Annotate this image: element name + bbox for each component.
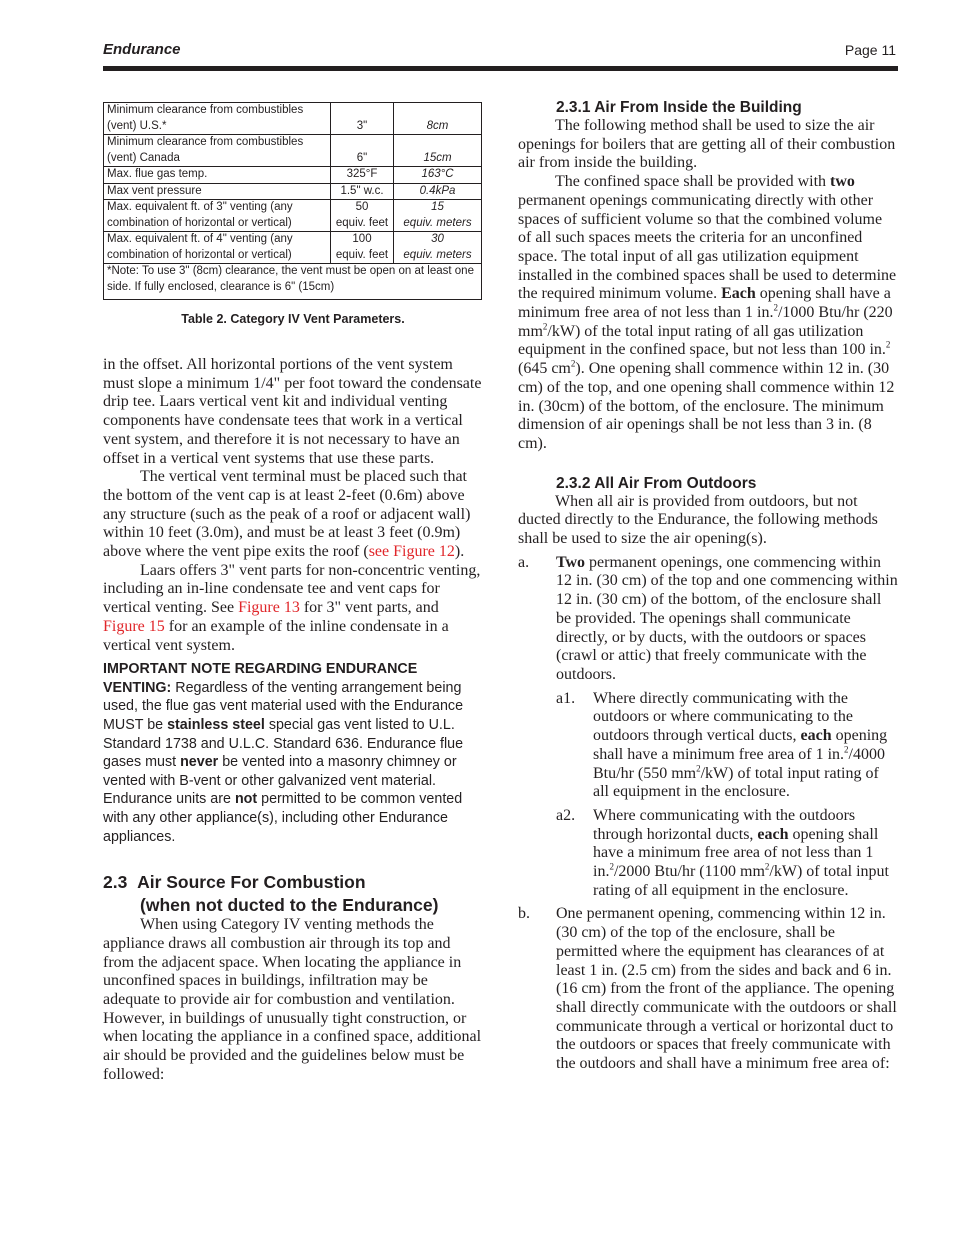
superscript: 2: [885, 340, 891, 351]
superscript: 2: [764, 861, 770, 872]
table-cell-us: 325°F: [331, 167, 394, 184]
left-column: [103, 102, 483, 1085]
table-cell-label: Minimum clearance from combustibles (vent) Canada: [104, 135, 331, 167]
table-cell-metric: 163°C: [394, 167, 482, 184]
list-item: [518, 554, 898, 685]
bold-text: Two: [556, 553, 586, 571]
text: be vented into a masonry chimney or vented with B-vent or other galvanized vent material. Endurance units are: [103, 754, 457, 808]
text: ). One opening shall commence within 12 in. (30 cm) of the top, and one opening shall commence within 12 in. (30cm) of the bottom, of the enclosure. The minimum dimension of air openings shall be not less than 3 in. (8 cm).: [518, 360, 895, 452]
text: ).: [454, 543, 465, 561]
metric-unit: equiv. meters: [403, 216, 472, 229]
bold-text: stainless steel: [167, 717, 265, 734]
table-cell-metric: 8cm: [394, 103, 482, 135]
table-row: [104, 200, 482, 232]
list-label: a.: [518, 553, 530, 571]
table-cell-label: Max. equivalent ft. of 3" venting (any combination of horizontal or vertical): [104, 200, 331, 232]
text: permanent openings, one commencing within 12 in. (30 cm) of the top and one commencing within 12 in. (30 cm) of the bottom, of the enclosure shall be provided. The openings shall communicate directly, or by ducts, with the outdoors or spaces (crawl or attic) that freely communicate with the outdoors.: [556, 553, 898, 683]
text: /4000 Btu/hr (550 mm: [593, 745, 885, 782]
paragraph: The following method shall be used to size the air openings for boilers that are getting all of their combustion air from inside the building.: [518, 117, 896, 172]
bold-text: never: [180, 754, 219, 771]
list-label: a2.: [556, 806, 576, 824]
text: opening shall have a minimum free area of not less than 1 in.: [593, 825, 879, 881]
section-title-line1: Air Source For Combustion: [137, 872, 366, 893]
paragraph: [103, 562, 483, 656]
bold-text: Each: [721, 285, 756, 303]
superscript: 2: [542, 321, 548, 332]
superscript: 2: [696, 763, 701, 774]
text: /kW) of total input rating of all equipment in the enclosure.: [593, 863, 889, 899]
list-label: b.: [518, 905, 530, 923]
us-unit: equiv. feet: [335, 248, 389, 261]
table-cell-us: [331, 232, 394, 264]
table-cell-label: Minimum clearance from combustibles (vent) U.S.*: [104, 103, 331, 135]
subsection-heading: 2.3.1 Air From Inside the Building: [556, 99, 802, 116]
text: The vertical vent terminal must be placed such that the bottom of the vent cap is at least 2-feet (0.6m) above any structure (such as the peak of a roof or adjacent wall) within 10 feet (3.0m), and must be at least 3 feet (0.9m) above where the vent pipe exits the roof (: [103, 468, 471, 561]
paragraph: When all air is provided from outdoors, but not ducted directly to the Endurance, the following methods shall be used to size the air opening(s).: [518, 492, 878, 548]
header-rule: [103, 66, 898, 71]
table-row: [104, 264, 482, 300]
text: permanent openings communicating directly with other spaces of sufficient volume so that the combined volume of all such spaces meets the criteria for an unconfined space. The total input of all gas utilization equipment installed in the combined spaces shall be used to determine the required minimum volume.: [518, 191, 897, 303]
section-number: 2.3: [103, 872, 128, 893]
text: Regardless of the venting arrangement being used, the flue gas vent material used with the Endurance MUST be: [103, 679, 464, 734]
table-cell-us: 1.5" w.c.: [331, 183, 394, 200]
table-row: [104, 103, 482, 135]
bold-text: each: [757, 825, 789, 843]
table-cell-us: 6": [331, 135, 394, 167]
text: opening shall have a minimum free area of not less than 1 in.: [518, 285, 891, 322]
page-header: [103, 40, 896, 60]
list-item: [518, 807, 898, 901]
text: Laars offers 3" vent parts for non-concentric venting, including an in-line condensate tee and vent caps for vertical venting. See: [103, 561, 481, 617]
figure-15-link[interactable]: Figure 15: [103, 617, 165, 635]
text: permitted to be common vented with any other appliance(s), including other Endurance appliances.: [103, 791, 463, 845]
table-row: [104, 232, 482, 264]
bold-text: not: [234, 791, 258, 808]
table-cell-us: [331, 200, 394, 232]
text: special gas vent listed to U.L. Standard 1738 and U.L.C. Standard 636. Endurance flue gases must: [103, 717, 464, 771]
paragraph: [518, 173, 898, 454]
text: The confined space shall be provided with: [555, 173, 831, 191]
table-cell-metric: 0.4kPa: [394, 183, 482, 200]
superscript: 2: [570, 358, 576, 369]
table-row: [104, 183, 482, 200]
table-cell-label: Max vent pressure: [104, 183, 331, 200]
text: Where communicating with the outdoors through horizontal ducts,: [593, 806, 856, 843]
text: /kW) of total input rating of all equipment in the enclosure.: [593, 764, 879, 801]
section-heading: [103, 871, 483, 917]
paragraph: When using Category IV venting methods the appliance draws all combustion air through its top and from the adjacent space. When locating the appliance in unconfined spaces in buildings, infiltration may be adequate to provide air for combustion and ventilation. However, in buildings of unusually tight construction, or when locating the appliance in a confined space, additional air should be provided and the guidelines below must be followed:: [103, 916, 482, 1083]
figure-12-link[interactable]: see Figure 12: [368, 543, 455, 561]
us-number: 100: [352, 233, 372, 245]
text: /1000 Btu/hr (220 mm: [518, 304, 893, 340]
paragraph: in the offset. All horizontal portions of the vent system must slope a minimum 1/4" per foot toward the condensate drip tee. Laars vertical vent kit and individual venting components have condensate tees that work in a vertical vent system, and therefore it is not necessary to have an offset in a vertical vent systems that use these parts.: [103, 356, 482, 467]
table-caption: Table 2. Category IV Vent Parameters.: [181, 312, 405, 326]
vent-parameters-table: [103, 102, 482, 300]
text: /2000 Btu/hr (1100 mm: [613, 863, 765, 881]
metric-number: 30: [431, 233, 444, 245]
metric-unit: equiv. meters: [403, 248, 472, 261]
page-number: Page 11: [844, 42, 896, 58]
superscript: 2: [609, 861, 614, 872]
list-item: [518, 690, 898, 802]
important-note: [103, 660, 483, 846]
text: for 3" vent parts, and: [299, 599, 439, 617]
text: for an example of the inline condensate in a vertical vent system.: [103, 617, 449, 654]
superscript: 2: [844, 744, 849, 755]
paragraph: [103, 468, 483, 562]
table-cell-metric: [394, 200, 482, 232]
text: Where directly communicating with the outdoors or where communicating to the outdoors through vertical ducts,: [593, 689, 853, 745]
table-cell-label: Max. equivalent ft. of 4" venting (any combination of horizontal or vertical): [104, 232, 331, 264]
table-cell-metric: 15cm: [394, 135, 482, 167]
table-cell-us: 3": [331, 103, 394, 135]
section-title-line2: (when not ducted to the Endurance): [140, 895, 439, 916]
right-column: [518, 98, 898, 1074]
text: (645 cm: [518, 360, 571, 378]
list-item: [518, 905, 898, 1073]
subsection-heading: 2.3.2 All Air From Outdoors: [556, 474, 757, 492]
table-note: *Note: To use 3" (8cm) clearance, the vent must be open on at least one side. If fully enclosed, clearance is 6" (15cm): [104, 264, 482, 300]
text: One permanent opening, commencing within 12 in. (30 cm) of the top of the enclosure, shall be permitted where the equipment has clearances of at least 1 in. (2.5 cm) from the sides and back and 6 in. (16 cm) from the front of the appliance. The opening shall directly communicate with the outdoors or shall communicate through a vertical or horizontal duct to the outdoors or spaces that freely communicate with the outdoors and shall have a minimum free area of:: [556, 905, 897, 1073]
table-cell-label: Max. flue gas temp.: [104, 167, 331, 184]
list-label: a1.: [556, 689, 576, 707]
table-cell-metric: [394, 232, 482, 264]
brand-name: Endurance: [103, 41, 181, 58]
table-row: [104, 167, 482, 184]
text: /kW) of the total input rating of all gas utilization equipment in the confined space, but not less than 100 in.: [518, 322, 886, 359]
us-number: 50: [355, 201, 369, 213]
figure-13-link[interactable]: Figure 13: [238, 599, 300, 617]
note-title: IMPORTANT NOTE REGARDING ENDURANCE VENTING:: [103, 661, 418, 696]
bold-text: each: [800, 727, 832, 745]
metric-number: 15: [431, 201, 444, 213]
us-unit: equiv. feet: [335, 216, 389, 229]
bold-text: two: [830, 173, 855, 191]
text: opening shall have a minimum free area of 1 in.: [593, 727, 888, 763]
superscript: 2: [773, 302, 778, 313]
table-row: [104, 135, 482, 167]
